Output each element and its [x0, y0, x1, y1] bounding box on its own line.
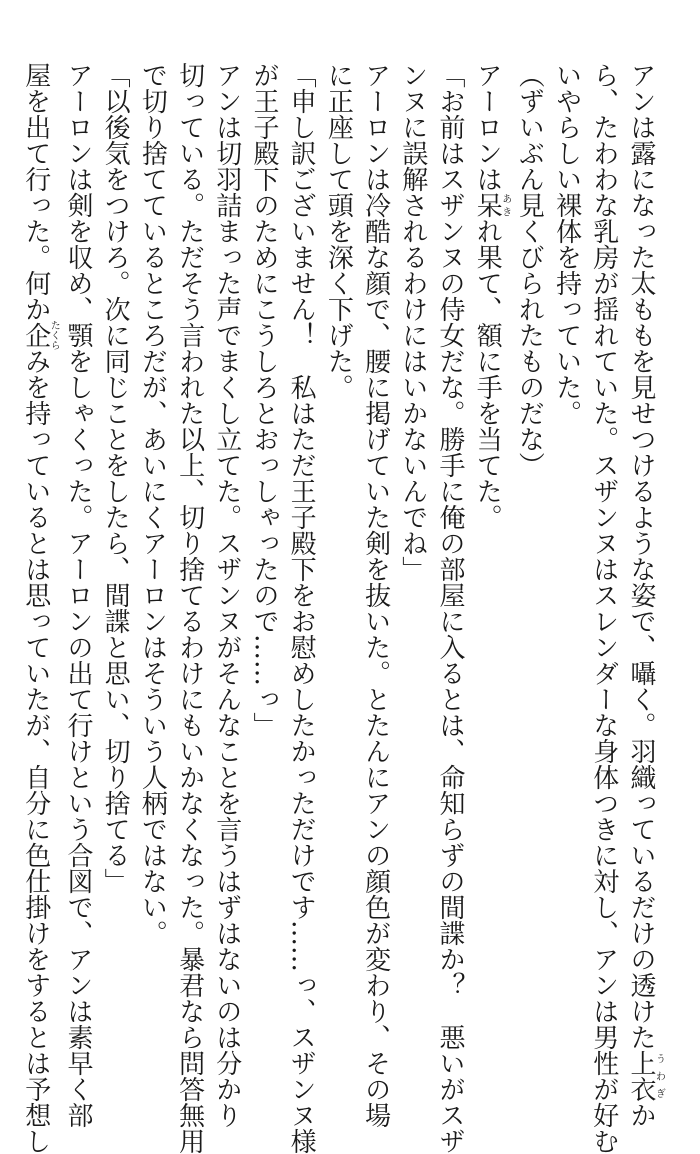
line-text: 「以後気をつけろ。次に同じことをしたら、間諜と思い、切り捨てる」: [100, 62, 131, 894]
line-text-continued: みを持っているとは思っていたが、自分に色仕掛けをするとは予想し: [20, 348, 51, 1154]
line-text: （ずいぶん見くびられたものだな）: [514, 62, 545, 478]
line-text: 切っている。ただそう言われた以上、切り捨てるわけにもいかなくなった。暴君なら問答無用: [174, 62, 205, 1154]
line-text: アンは露になった太ももを見せつけるような姿で、囁く。羽織っているだけの透けた: [626, 62, 656, 1050]
text-line: [585, 62, 622, 1154]
line-text-continued: か: [626, 1102, 656, 1128]
line-text: アーロンは剣を収め、顎をしゃくった。アーロンの出て行けという合図で、アンは素早く部: [62, 62, 93, 1128]
ruby-base: 上衣: [626, 1050, 656, 1102]
text-line: [394, 62, 431, 982]
text-line: [245, 62, 282, 982]
line-text: いやらしい裸体を持っていた。: [551, 62, 582, 426]
text-line: [547, 62, 584, 982]
ruby-reading: あき: [499, 192, 511, 218]
vertical-text-body: [20, 62, 665, 1154]
text-line: [59, 62, 96, 1128]
line-text: アーロンは: [472, 62, 503, 192]
line-text: 屋を出て行った。何か: [20, 62, 51, 322]
line-text: で切り捨てているところだが、あいにくアーロンはそういう人柄ではない。: [137, 62, 168, 946]
line-text-continued: れ果て、額に手を当てた。: [472, 218, 503, 530]
ruby-base: 呆: [472, 192, 503, 218]
line-text: 「お前はスザンヌの侍女だな。勝手に俺の部屋に入るとは、命知らずの間諜か？ 悪いがスザ: [434, 62, 465, 1154]
text-line: [133, 62, 170, 982]
line-text: が王子殿下のためにこうしろとおっしゃったので……っ」: [248, 62, 279, 738]
ruby-annotation: [472, 192, 511, 218]
text-line: [170, 62, 207, 1154]
ruby-annotation: [20, 320, 60, 350]
line-text: ンヌに誤解されるわけにはいかないんでね」: [397, 62, 428, 582]
text-line: [208, 62, 245, 1128]
line-text: 「申し訳ございません！ 私はただ王子殿下をお慰めしたかっただけです……っ、スザンヌ様: [286, 62, 317, 1154]
text-line: [431, 62, 468, 1154]
line-text: アンは切羽詰まった声でまくし立てた。スザンヌがそんなことを言うはずはないのは分かり: [211, 62, 242, 1128]
line-text: アーロンは冷酷な顔で、腰に掲げていた剣を抜いた。とたんにアンの顔色が変わり、その場: [360, 62, 391, 1128]
text-line: [282, 62, 319, 1154]
ruby-reading: うわぎ: [653, 1050, 665, 1102]
text-line: [510, 62, 547, 982]
text-line: [622, 62, 665, 1128]
ruby-reading: たくら: [48, 320, 60, 350]
text-line: [17, 62, 60, 1154]
text-line: [468, 62, 510, 982]
ruby-annotation: [626, 1050, 665, 1102]
ruby-base: 企: [20, 320, 51, 350]
text-line: [356, 62, 393, 1128]
text-line: [96, 62, 133, 982]
line-text: ら、たわわな乳房が揺れていた。スザンヌはスレンダーな身体つきに対し、アンは男性が好む: [588, 62, 619, 1154]
line-text: に正座して頭を深く下げた。: [323, 62, 354, 400]
text-line: [319, 62, 356, 982]
